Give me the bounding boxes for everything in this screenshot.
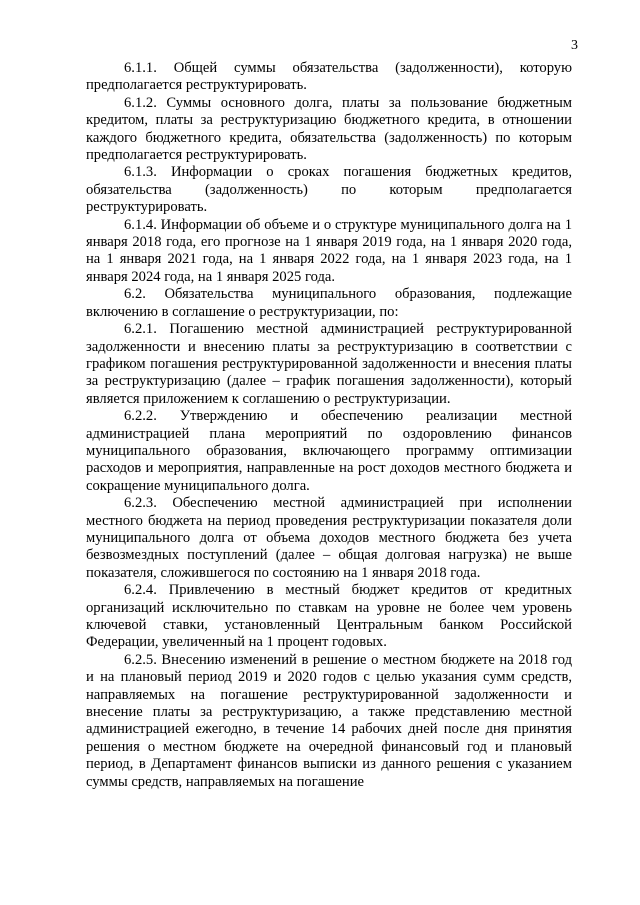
paragraph-6-1-2: 6.1.2. Суммы основного долга, платы за пользование бюджетным кредитом, платы за реструктуризацию бюджетного кредита, в отношении каждого бюджетного кредита, обязательства (задолженность) по которым предполагается реструктурировать. [86,94,572,164]
paragraph-6-1-4: 6.1.4. Информации об объеме и о структуре муниципального долга на 1 января 2018 года, его прогнозе на 1 января 2019 года, на 1 января 2020 года, на 1 января 2021 года, на 1 января 2022 года, на 1 января 2023 года, на 1 января 2024 года, на 1 января 2025 года. [86,216,572,285]
document-body [86,60,572,791]
paragraph-6-2-2: 6.2.2. Утверждению и обеспечению реализации местной администрацией плана мероприятий по оздоровлению финансов муниципального образования, включающего программу оптимизации расходов и мероприятия, направленные на рост доходов местного бюджета и сокращение муниципального долга. [86,408,572,494]
page-number: 3 [571,38,578,53]
paragraph-6-2-1: 6.2.1. Погашению местной администрацией реструктурированной задолженности и внесению платы за реструктуризацию в соответствии с графиком погашения реструктурированной задолженности и внесения платы за реструктуризацию (далее – график погашения задолженности), который является приложением к соглашению о реструктуризации. [86,321,572,407]
paragraph-6-2-3: 6.2.3. Обеспечению местной администрацией при исполнении местного бюджета на период проведения реструктуризации показателя доли муниципального долга от объема доходов местного бюджета без учета безвозмездных поступлений (далее – общая долговая нагрузка) не выше показателя, сложившегося по состоянию на 1 января 2018 года. [86,495,572,581]
paragraph-6-2-4: 6.2.4. Привлечению в местный бюджет кредитов от кредитных организаций исключительно по ставкам на уровне не более чем уровень ключевой ставки, установленный Центральным банком Российской Федерации, увеличенный на 1 процент годовых. [86,582,572,651]
paragraph-6-1-1: 6.1.1. Общей суммы обязательства (задолженности), которую предполагается реструктурировать. [86,60,572,94]
paragraph-6-1-3: 6.1.3. Информации о сроках погашения бюджетных кредитов, обязательства (задолженность) по которым предполагается реструктурировать. [86,164,572,216]
paragraph-6-2-5: 6.2.5. Внесению изменений в решение о местном бюджете на 2018 год и на плановый период 2019 и 2020 годов с целью указания сумм средств, направляемых на погашение реструктурированной задолженности и внесение платы за реструктуризацию, а также представлению местной администрацией ежегодно, в течение 14 рабочих дней после дня принятия решения о местном бюджете на очередной финансовый год и плановый период, в Департамент финансов выписки из данного решения с указанием суммы средств, направляемых на погашение [86,651,572,790]
paragraph-6-2: 6.2. Обязательства муниципального образования, подлежащие включению в соглашение о реструктуризации, по: [86,286,572,320]
